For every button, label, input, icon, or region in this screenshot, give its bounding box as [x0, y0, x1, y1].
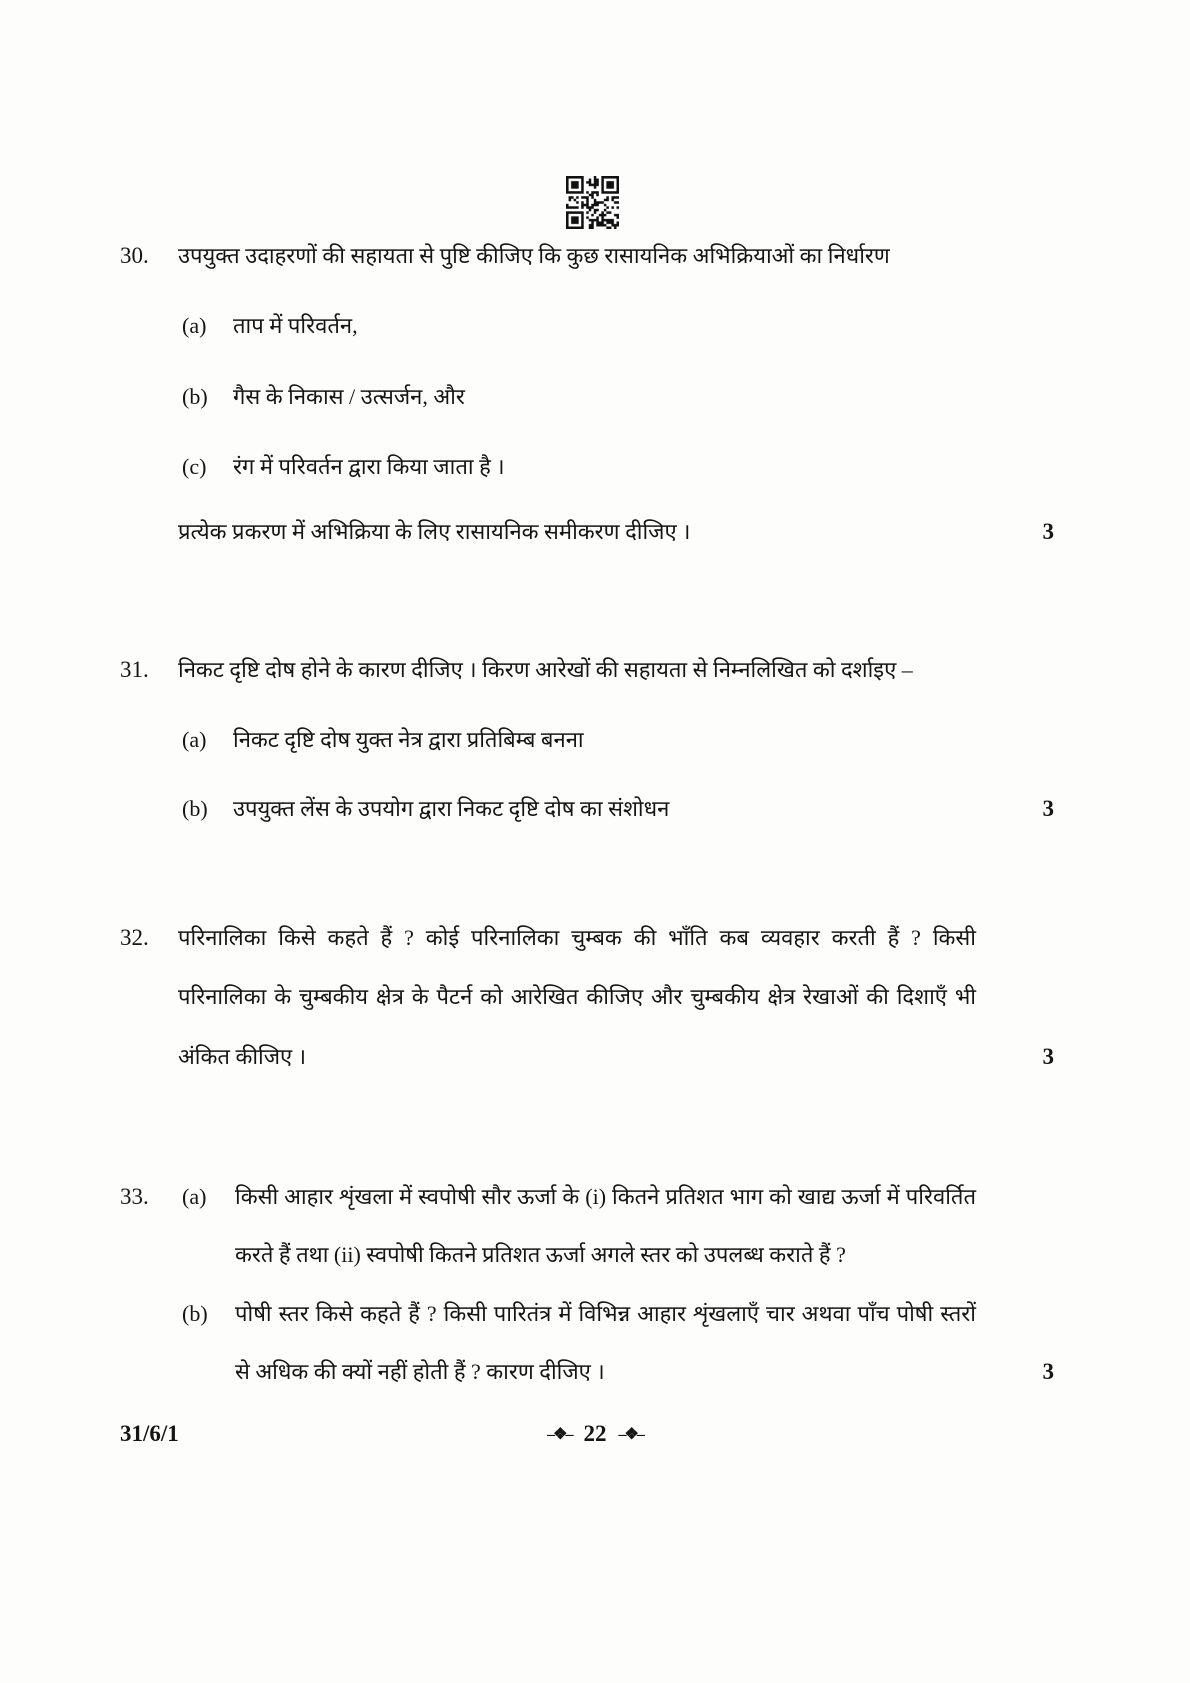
part-label: (b) — [182, 384, 208, 409]
part-label: (a) — [182, 1184, 207, 1209]
question-number: 32. — [120, 925, 149, 950]
question-number: 31. — [120, 657, 149, 682]
question-intro: उपयुक्त उदाहरणों की सहायता से पुष्टि कीजिए कि कुछ रासायनिक अभिक्रियाओं का निर्धारण — [178, 243, 890, 268]
question-number: 30. — [120, 243, 149, 268]
marks-badge: 3 — [1042, 1359, 1054, 1384]
question-text-line: अंकित कीजिए । — [178, 1044, 307, 1069]
part-label: (b) — [182, 1301, 208, 1326]
qr-code — [566, 176, 619, 229]
question-text-line: परिनालिका किसे कहते हैं ? कोई परिनालिका चुम्बक की भाँति कब व्यवहार करती हैं ? किसी — [178, 925, 976, 950]
question-intro: निकट दृष्टि दोष होने के कारण दीजिए । किरण आरेखों की सहायता से निम्नलिखित को दर्शाइए – — [178, 657, 913, 682]
part-text: ताप में परिवर्तन, — [233, 313, 358, 338]
question-text-line: परिनालिका के चुम्बकीय क्षेत्र के पैटर्न को आरेखित कीजिए और चुम्बकीय क्षेत्र रेखाओं की दिशाएँ भी — [178, 984, 976, 1009]
question-number: 33. — [120, 1184, 149, 1209]
part-label: (a) — [182, 727, 207, 752]
part-label: (a) — [182, 313, 207, 338]
page-number: 22 — [583, 1421, 607, 1446]
footer-ornament-right-icon: –❖– — [618, 1426, 643, 1443]
page-number-block — [500, 1421, 690, 1447]
part-text: रंग में परिवर्तन द्वारा किया जाता है । — [233, 454, 505, 479]
marks-badge: 3 — [1042, 796, 1054, 821]
paper-code: 31/6/1 — [120, 1421, 179, 1446]
part-label: (c) — [182, 454, 207, 479]
part-text: गैस के निकास / उत्सर्जन, और — [233, 384, 465, 409]
footer-ornament-left-icon: –❖– — [547, 1426, 572, 1443]
marks-badge: 3 — [1042, 519, 1054, 544]
part-text: निकट दृष्टि दोष युक्त नेत्र द्वारा प्रतिबिम्ब बनना — [233, 727, 584, 752]
part-text-line: करते हैं तथा (ii) स्वपोषी कितने प्रतिशत ऊर्जा अगले स्तर को उपलब्ध कराते हैं ? — [235, 1242, 846, 1267]
part-text: उपयुक्त लेंस के उपयोग द्वारा निकट दृष्टि दोष का संशोधन — [233, 796, 670, 821]
part-text-line: किसी आहार शृंखला में स्वपोषी सौर ऊर्जा के (i) कितने प्रतिशत भाग को खाद्य ऊर्जा में परिवर्तित — [235, 1184, 976, 1209]
part-label: (b) — [182, 796, 208, 821]
part-text-line: से अधिक की क्यों नहीं होती हैं ? कारण दीजिए । — [235, 1359, 605, 1384]
part-text-line: पोषी स्तर किसे कहते हैं ? किसी पारितंत्र में विभिन्न आहार शृंखलाएँ चार अथवा पाँच पोषी स्तरों — [235, 1301, 976, 1326]
marks-badge: 3 — [1042, 1044, 1054, 1069]
question-closing: प्रत्येक प्रकरण में अभिक्रिया के लिए रासायनिक समीकरण दीजिए । — [178, 519, 691, 544]
